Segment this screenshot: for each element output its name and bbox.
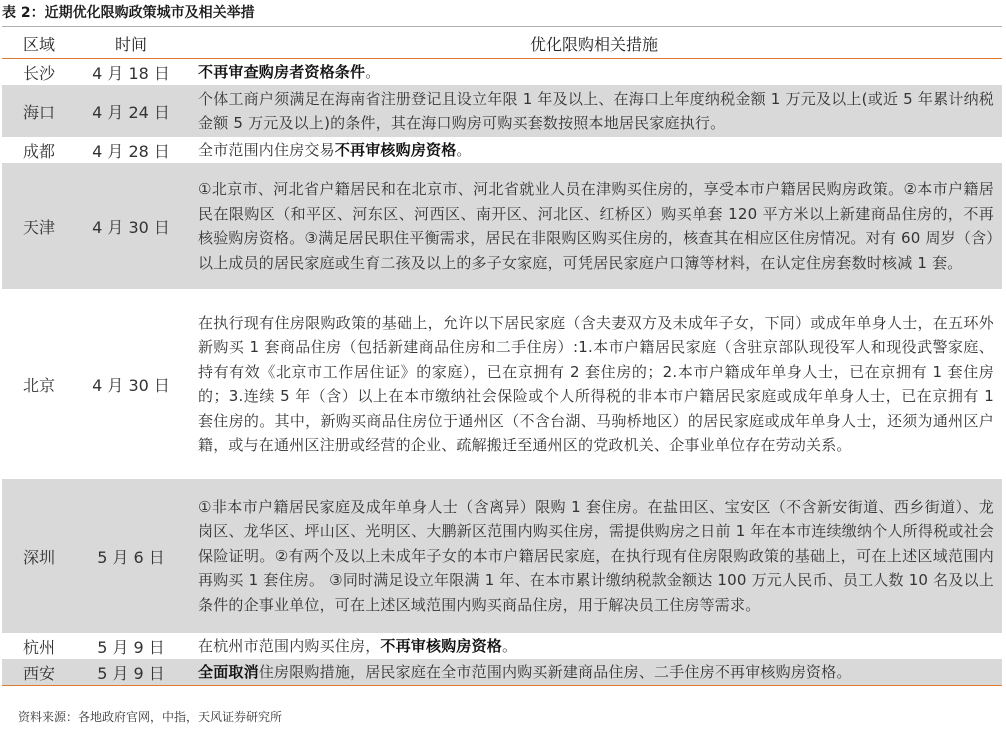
measure-cell <box>186 85 1002 137</box>
measure-text: 在杭州市范围内购买住房， <box>198 636 381 655</box>
city-cell: 长沙 <box>2 59 76 86</box>
header-measure: 优化限购相关措施 <box>186 28 1002 59</box>
measure-text: 住房限购措施，居民家庭在全市范围内购买新建商品住房、二手住房不再审核购房资格。 <box>258 662 852 681</box>
measure-cell <box>186 59 1002 86</box>
measure-cell <box>186 289 1002 479</box>
city-cell: 西安 <box>2 659 76 686</box>
measure-highlight: 不再审核购房资格 <box>334 140 457 159</box>
date-cell: 4 月 18 日 <box>76 59 186 86</box>
table-row <box>2 289 1002 479</box>
table-header-row <box>2 28 1002 59</box>
city-cell: 杭州 <box>2 633 76 659</box>
table-row <box>2 85 1002 137</box>
measure-text: 。 <box>365 62 381 81</box>
city-cell: 天津 <box>2 163 76 289</box>
date-cell: 4 月 24 日 <box>76 85 186 137</box>
table-row <box>2 479 1002 633</box>
city-cell: 成都 <box>2 137 76 163</box>
measure-text: ①北京市、河北省户籍居民和在北京市、河北省就业人员在津购买住房的，享受本市户籍居民购房政策。②本市户籍居民在限购区（和平区、河东区、河西区、南开区、河北区、红桥区）购买单套 120 平方米以上新建商品住房的，不再核验购房资格。③满足居民职住平衡需求，居民在非限购区购买住房的，核查其在相应区住房情况。对有 60 周岁（含）以上成员的居民家庭或生育二孩及以上的多子女家庭，可凭居民家庭户口簿等材料，在认定住房套数时核减 1 套。 <box>198 180 994 272</box>
header-date: 时间 <box>76 28 186 59</box>
table-row <box>2 659 1002 686</box>
measure-highlight: 不再审核购房资格 <box>380 636 503 655</box>
date-cell: 5 月 9 日 <box>76 659 186 686</box>
table-row <box>2 633 1002 659</box>
city-cell: 北京 <box>2 289 76 479</box>
source-note: 资料来源：各地政府官网，中指，天风证券研究所 <box>18 710 283 724</box>
table-row <box>2 163 1002 289</box>
date-cell: 4 月 28 日 <box>76 137 186 163</box>
measure-text: 。 <box>456 140 472 159</box>
measure-text: 。 <box>502 636 518 655</box>
date-cell: 5 月 9 日 <box>76 633 186 659</box>
measure-cell <box>186 659 1002 686</box>
measure-text: ①非本市户籍居民家庭及成年单身人士（含离异）限购 1 套住房。在盐田区、宝安区（不含新安街道、西乡街道）、龙岗区、龙华区、坪山区、光明区、大鹏新区范围内购买住房，需提供购房之日前 1 年在本市连续缴纳个人所得税或社会保险证明。②有两个及以上未成年子女的本市户籍居民家庭，在执行现有住房限购政策的基础上，可在上述区域范围内再购买 1 套住房。 ③同时满足设立年限满 1 年、在本市累计缴纳税款金额达 100 万元人民币、员工人数 10 名及以上条件的企事业单位，可在上述区域范围内购买商品住房，用于解决员工住房等需求。 <box>198 497 994 614</box>
measure-text: 全市范围内住房交易 <box>198 140 335 159</box>
measure-highlight: 不再审查购房者资格条件 <box>198 62 366 81</box>
measure-text: 个体工商户须满足在海南省注册登记且设立年限 1 年及以上、在海口上年度纳税金额 1 万元及以上(或近 5 年累计纳税金额 5 万元及以上)的条件，其在海口购房可购买套数按照本地居民家庭执行。 <box>198 89 994 132</box>
measure-cell <box>186 137 1002 163</box>
measure-highlight: 全面取消 <box>198 662 259 681</box>
city-cell: 深圳 <box>2 479 76 633</box>
measure-cell <box>186 479 1002 633</box>
city-cell: 海口 <box>2 85 76 137</box>
table-title: 表 2：近期优化限购政策城市及相关举措 <box>2 2 1002 27</box>
date-cell: 4 月 30 日 <box>76 289 186 479</box>
table-row <box>2 137 1002 163</box>
date-cell: 5 月 6 日 <box>76 479 186 633</box>
policy-table <box>2 28 1002 686</box>
measure-cell <box>186 633 1002 659</box>
header-city: 区域 <box>2 28 76 59</box>
measure-text: 在执行现有住房限购政策的基础上，允许以下居民家庭（含夫妻双方及未成年子女，下同）或成年单身人士，在五环外新购买 1 套商品住房（包括新建商品住房和二手住房）:1.本市户籍居民家庭（含驻京部队现役军人和现役武警家庭、持有有效《北京市工作居住证》的家庭），已在京拥有 2 套住房的；2.本市户籍成年单身人士，已在京拥有 1 套住房的；3.连续 5 年（含）以上在本市缴纳社会保险或个人所得税的非本市户籍居民家庭或成年单身人士，已在京拥有 1 套住房的。其中，新购买商品住房位于通州区（不含台湖、马驹桥地区）的居民家庭或成年单身人士，还须为通州区户籍，或与在通州区注册或经营的企业、疏解搬迁至通州区的党政机关、企事业单位存在劳动关系。 <box>198 313 994 454</box>
measure-cell <box>186 163 1002 289</box>
date-cell: 4 月 30 日 <box>76 163 186 289</box>
table-row <box>2 59 1002 86</box>
